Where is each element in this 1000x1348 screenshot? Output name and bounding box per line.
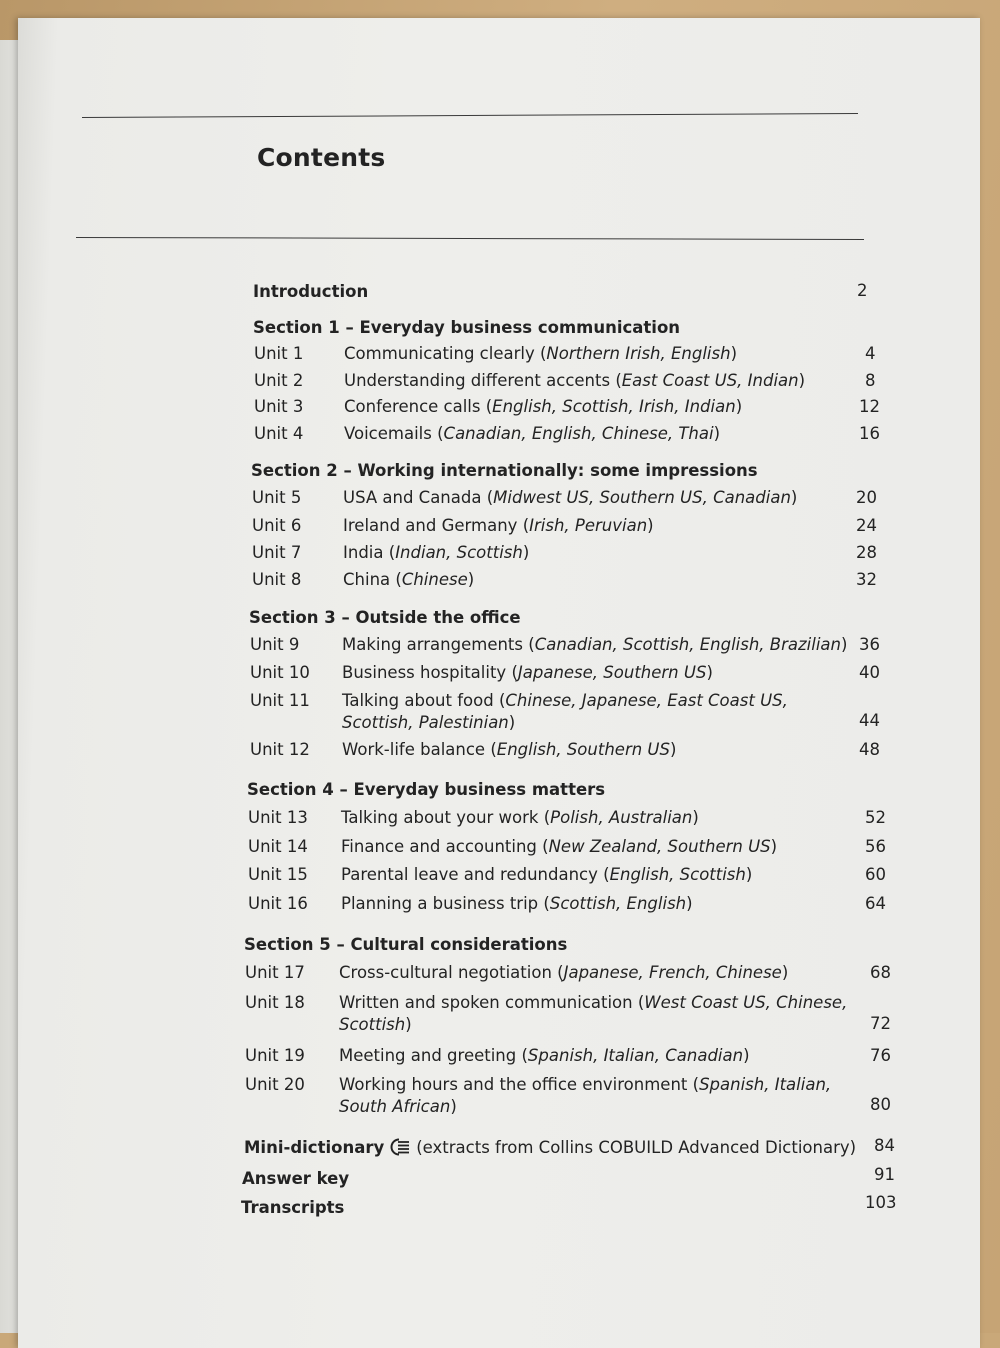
unit-4-page: 16 — [859, 424, 880, 443]
unit-11-page: 44 — [859, 711, 880, 730]
unit-6-label: Unit 6 — [252, 516, 302, 535]
unit-15-page: 60 — [865, 865, 886, 884]
unit-15-label: Unit 15 — [248, 865, 308, 884]
unit-20-page: 80 — [870, 1095, 891, 1114]
unit-19-title: Meeting and greeting (Spanish, Italian, Canadian) — [339, 1046, 750, 1065]
transcripts-page: 103 — [865, 1193, 897, 1212]
unit-16-page: 64 — [865, 894, 886, 913]
unit-3-page: 12 — [859, 397, 880, 416]
transcripts-label: Transcripts — [241, 1198, 345, 1217]
unit-2-page: 8 — [865, 371, 876, 390]
unit-15-title: Parental leave and redundancy (English, Scottish) — [341, 865, 753, 884]
unit-19-page: 76 — [870, 1046, 891, 1065]
unit-16-label: Unit 16 — [248, 894, 308, 913]
unit-10-page: 40 — [859, 663, 880, 682]
unit-16-title: Planning a business trip (Scottish, English) — [341, 894, 693, 913]
section-heading-2: Section 2 – Working internationally: some impressions — [251, 461, 758, 480]
unit-2-title: Understanding different accents (East Coast US, Indian) — [344, 371, 806, 390]
unit-12-page: 48 — [859, 740, 880, 759]
section-heading-3: Section 3 – Outside the office — [249, 608, 521, 627]
unit-9-page: 36 — [859, 635, 880, 654]
answer-key-page: 91 — [874, 1165, 895, 1184]
unit-4-title: Voicemails (Canadian, English, Chinese, Thai) — [344, 424, 721, 443]
unit-9-title: Making arrangements (Canadian, Scottish, English, Brazilian) — [342, 635, 848, 654]
section-heading-1: Section 1 – Everyday business communication — [253, 318, 681, 337]
unit-4-label: Unit 4 — [254, 424, 304, 443]
unit-10-title: Business hospitality (Japanese, Southern US) — [342, 663, 713, 682]
unit-6-title: Ireland and Germany (Irish, Peruvian) — [343, 516, 654, 535]
unit-17-title: Cross-cultural negotiation (Japanese, French, Chinese) — [339, 963, 789, 982]
unit-18-label: Unit 18 — [245, 993, 305, 1012]
unit-20-title-cont: South African) — [339, 1097, 457, 1116]
introduction-label: Introduction — [253, 282, 369, 301]
unit-2-label: Unit 2 — [254, 371, 304, 390]
unit-14-page: 56 — [865, 837, 886, 856]
unit-12-title: Work-life balance (English, Southern US) — [342, 740, 677, 759]
unit-11-title: Talking about food (Chinese, Japanese, East Coast US, — [342, 691, 788, 710]
collins-dictionary-icon — [390, 1138, 410, 1156]
unit-1-label: Unit 1 — [254, 344, 304, 363]
unit-7-title: India (Indian, Scottish) — [343, 543, 530, 562]
unit-7-label: Unit 7 — [252, 543, 302, 562]
page-title: Contents — [257, 143, 386, 172]
unit-17-label: Unit 17 — [245, 963, 305, 982]
unit-8-label: Unit 8 — [252, 570, 302, 589]
unit-9-label: Unit 9 — [250, 635, 300, 654]
section-heading-5: Section 5 – Cultural considerations — [244, 935, 568, 954]
unit-8-page: 32 — [856, 570, 877, 589]
unit-10-label: Unit 10 — [250, 663, 310, 682]
unit-3-title: Conference calls (English, Scottish, Irish, Indian) — [344, 397, 743, 416]
section-heading-4: Section 4 – Everyday business matters — [247, 780, 606, 799]
answer-key-label: Answer key — [242, 1169, 350, 1188]
unit-18-title-cont: Scottish) — [339, 1015, 412, 1034]
unit-13-title: Talking about your work (Polish, Australian) — [341, 808, 699, 827]
unit-18-title: Written and spoken communication (West Coast US, Chinese, — [339, 993, 848, 1012]
unit-14-title: Finance and accounting (New Zealand, Southern US) — [341, 837, 778, 856]
unit-13-label: Unit 13 — [248, 808, 308, 827]
unit-18-page: 72 — [870, 1014, 891, 1033]
unit-5-label: Unit 5 — [252, 488, 302, 507]
unit-7-page: 28 — [856, 543, 877, 562]
unit-6-page: 24 — [856, 516, 877, 535]
unit-20-label: Unit 20 — [245, 1075, 305, 1094]
unit-3-label: Unit 3 — [254, 397, 304, 416]
unit-12-label: Unit 12 — [250, 740, 310, 759]
unit-8-title: China (Chinese) — [343, 570, 475, 589]
unit-1-title: Communicating clearly (Northern Irish, English) — [344, 344, 738, 363]
unit-5-title: USA and Canada (Midwest US, Southern US, Canadian) — [343, 488, 798, 507]
unit-14-label: Unit 14 — [248, 837, 308, 856]
unit-17-page: 68 — [870, 963, 891, 982]
mini-dictionary-page: 84 — [874, 1136, 895, 1155]
introduction-page: 2 — [857, 281, 868, 300]
unit-13-page: 52 — [865, 808, 886, 827]
unit-11-label: Unit 11 — [250, 691, 310, 710]
unit-5-page: 20 — [856, 488, 877, 507]
unit-11-title-cont: Scottish, Palestinian) — [342, 713, 516, 732]
unit-20-title: Working hours and the office environment (Spanish, Italian, — [339, 1075, 832, 1094]
mini-dictionary-entry: Mini-dictionary (extracts from Collins COBUILD Advanced Dictionary) — [244, 1138, 857, 1157]
unit-19-label: Unit 19 — [245, 1046, 305, 1065]
unit-1-page: 4 — [865, 344, 876, 363]
